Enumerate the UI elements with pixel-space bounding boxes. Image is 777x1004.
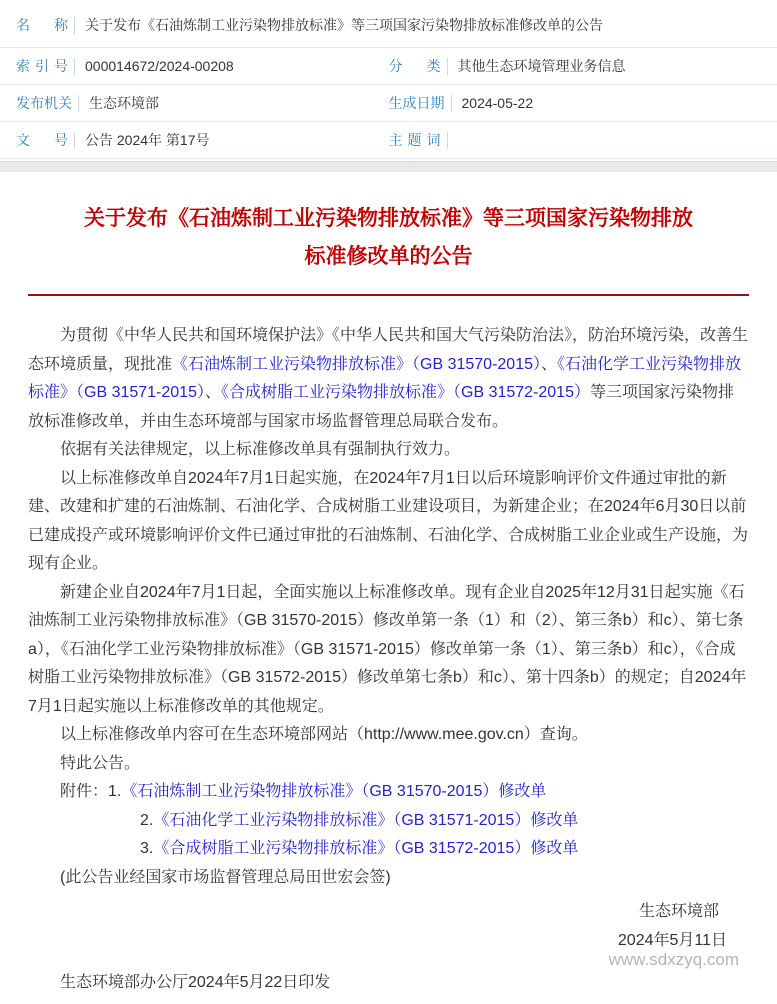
- paragraph-3: 以上标准修改单自2024年7月1日起实施，在2024年7月1日以后环境影响评价文件通过审批的新建、改建和扩建的石油炼制、石油化学、合成树脂工业建设项目，为新建企业；在2024年6月30日以前已建成投产或环境影响评价文件已通过审批的石油炼制、石油化学、合成树脂工业企业或生产设施，为现有企业。: [28, 465, 749, 579]
- paragraph-6: 特此公告。: [28, 750, 749, 779]
- link-synthetic-resin-standard[interactable]: 《合成树脂工业污染物排放标准》（GB 31572-2015）: [221, 384, 590, 401]
- document-title: 关于发布《石油炼制工业污染物排放标准》等三项国家污染物排放标准修改单的公告: [79, 200, 699, 276]
- vertical-divider: [447, 58, 448, 75]
- metadata-table: [0, 0, 777, 159]
- meta-row-name: [0, 3, 777, 48]
- link-petroleum-refining-standard[interactable]: 《石油炼制工业污染物排放标准》（GB 31570-2015）: [172, 356, 541, 373]
- paragraph-text: 、: [205, 384, 221, 401]
- meta-label-subject-words: 主题词: [389, 130, 441, 150]
- meta-value-issuer: 生态环境部: [89, 93, 159, 113]
- attachment-line-2: [28, 807, 749, 836]
- meta-cell-subject-words: [389, 130, 777, 150]
- meta-cell-generated-date: [389, 93, 777, 113]
- meta-cell-issuer: [0, 93, 389, 113]
- paragraph-2: 依据有关法律规定，以上标准修改单具有强制执行效力。: [28, 436, 749, 465]
- vertical-divider: [74, 17, 75, 34]
- meta-cell-category: [389, 56, 777, 76]
- meta-row-index-category: [0, 48, 777, 85]
- paragraph-text: 为贯彻《中华人民共和国环境保护法》《中华人民共和国大气污染防治法》，防治环境污染，改善生态环境质量，现批准: [28, 327, 748, 373]
- meta-label-document-number: 文号: [16, 130, 68, 150]
- meta-label-index-number: 索引号: [16, 56, 68, 76]
- paragraph-1: [28, 322, 749, 436]
- paragraph-4: 新建企业自2024年7月1日起，全面实施以上标准修改单。现有企业自2025年12月31日起实施《石油炼制工业污染物排放标准》（GB 31570-2015）修改单第一条（1）和（2）、第三条b）和c）、第七条a），《石油化学工业污染物排放标准》（GB 31571-2015）修改单第一条（1）、第三条b）和c），《合成树脂工业污染物排放标准》（GB 31572-2015）修改单第七条b）和c）、第十四条b）的规定；自2024年7月1日起实施以上标准修改单的其他规定。: [28, 579, 749, 722]
- vertical-divider: [451, 95, 452, 112]
- meta-value-index-number: 000014672/2024-00208: [85, 58, 234, 74]
- section-divider-band: [0, 161, 777, 172]
- attachment-link-petrochemical[interactable]: 《石油化学工业污染物排放标准》（GB 31571-2015）修改单: [153, 812, 578, 829]
- meta-value-document-number: 公告 2024年 第17号: [85, 130, 210, 150]
- meta-label-name: 名称: [16, 15, 68, 35]
- vertical-divider: [74, 132, 75, 149]
- countersign-note: (此公告业经国家市场监督管理总局田世宏会签): [28, 864, 749, 893]
- print-issue-line: 生态环境部办公厅2024年5月22日印发: [28, 969, 749, 998]
- vertical-divider: [74, 58, 75, 75]
- meta-value-name: 关于发布《石油炼制工业污染物排放标准》等三项国家污染物排放标准修改单的公告: [85, 15, 603, 35]
- attachment-number: 1.: [108, 783, 121, 800]
- meta-label-issuer: 发布机关: [16, 93, 72, 113]
- attachment-link-petroleum-refining[interactable]: 《石油炼制工业污染物排放标准》（GB 31570-2015）修改单: [121, 783, 546, 800]
- paragraph-text: 、: [541, 356, 557, 373]
- document-body: [28, 322, 749, 998]
- meta-label-category: 分类: [389, 56, 441, 76]
- meta-cell-index-number: [0, 56, 389, 76]
- site-watermark: www.sdxzyq.com: [28, 951, 749, 969]
- vertical-divider: [447, 132, 448, 149]
- signature-agency: 生态环境部: [28, 898, 749, 926]
- signature-date: 2024年5月11日: [28, 928, 749, 954]
- meta-label-generated-date: 生成日期: [389, 93, 445, 113]
- meta-row-docnumber-subject: [0, 122, 777, 159]
- meta-value-generated-date: 2024-05-22: [462, 95, 534, 111]
- attachment-link-synthetic-resin[interactable]: 《合成树脂工业污染物排放标准》（GB 31572-2015）修改单: [153, 840, 578, 857]
- attachment-number: 2.: [140, 812, 153, 829]
- announcement-document: [0, 172, 777, 1004]
- meta-value-category: 其他生态环境管理业务信息: [458, 56, 626, 76]
- meta-cell-name: [0, 15, 777, 35]
- attachment-line-1: [28, 778, 749, 807]
- paragraph-text: 等三项国家污染物排放标准修改单，并由生态环境部与国家市场监督管理总局联合发布。: [28, 384, 734, 430]
- attachment-line-3: [28, 835, 749, 864]
- meta-cell-document-number: [0, 130, 389, 150]
- title-divider-line: [28, 294, 749, 296]
- attachment-number: 3.: [140, 840, 153, 857]
- attachments-label: 附件：: [60, 783, 108, 800]
- link-petrochemical-standard[interactable]: 《石油化学工业污染物排放标准》（GB 31571-2015）: [28, 356, 741, 402]
- paragraph-5: 以上标准修改单内容可在生态环境部网站（http://www.mee.gov.cn）查询。: [28, 721, 749, 750]
- meta-row-issuer-date: [0, 85, 777, 122]
- vertical-divider: [78, 95, 79, 112]
